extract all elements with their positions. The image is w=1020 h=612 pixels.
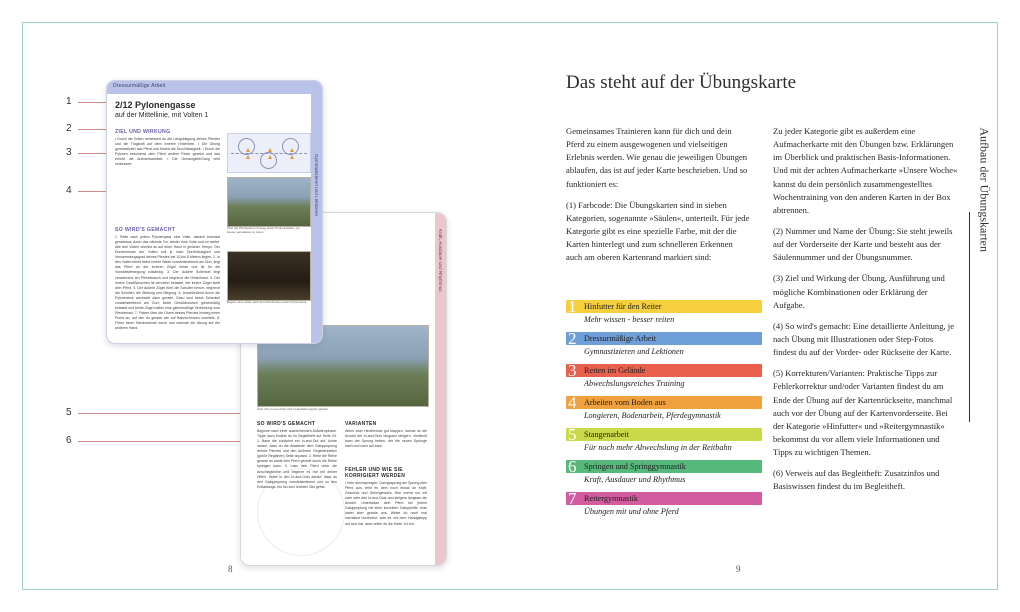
- cone-marker: [246, 148, 250, 152]
- paragraph-how-made: (4) So wird's gemacht: Eine detaillierte Anleitung, je nach Übung mit Illustrationen oder Step-Fotos findest du auf der Vorder- oder Rückseite der Karte.: [773, 320, 955, 358]
- legend-name-6: Springen und Springgymnastik: [584, 461, 686, 471]
- legend-name-3: Reiten im Gelände: [584, 365, 646, 375]
- paragraph-farbcode: (1) Farbcode: Die Übungskarten sind in sieben Kategorien, sogenannte »Säulen«, unterteilt. Für jede Kategorie gibt es eine spezielle Farbe, mit der die Karten hinterlegt und zum schnelleren Erkennen auch am oberen Kartenrand markiert sind:: [566, 199, 750, 263]
- callout-number-3: 3: [66, 147, 72, 158]
- legend-name-1: Hinfutter für den Reiter: [584, 301, 662, 311]
- legend-row-4: [566, 393, 762, 426]
- legend-name-2: Dressurmäßige Arbeit: [584, 333, 657, 343]
- card-front-photo-caption-2: Beginn einer Volte nach dem Durchreiten eines Pylonentors.: [227, 300, 308, 304]
- exercise-diagram: [227, 133, 311, 173]
- legend-row-7: [566, 489, 762, 522]
- paragraph-number-name: (2) Nummer und Name der Übung: Sie steht jeweils auf der Vorderseite der Karte und besteht aus der Säulennummer und der Übungsnummer.: [773, 225, 953, 263]
- legend-number-2: 2: [568, 329, 577, 348]
- card-back-category-label: Kraft, Ausdauer und Rhythmus: [438, 229, 443, 292]
- exercise-card-front[interactable]: [106, 80, 323, 344]
- legend-number-1: 1: [568, 297, 577, 316]
- card-front-heading-how: SO WIRD'S GEMACHT: [115, 227, 176, 233]
- folio-left: 8: [228, 564, 233, 574]
- cone-marker: [246, 155, 250, 159]
- legend-desc-2: Gymnastizieren und Lektionen: [584, 347, 684, 356]
- card-front-category-bar: [107, 81, 322, 94]
- card-front-side-tab-label: Gymnastizieren und Lektionen: [314, 154, 319, 217]
- category-legend: [566, 297, 762, 524]
- card-front-photo-2: [227, 251, 311, 301]
- legend-number-3: 3: [568, 361, 577, 380]
- legend-name-4: Arbeiten vom Boden aus: [584, 397, 666, 407]
- side-rule: [969, 212, 970, 422]
- legend-row-3: [566, 361, 762, 394]
- page-title: Das steht auf der Übungskarte: [566, 72, 797, 93]
- legend-row-2: [566, 329, 762, 362]
- card-back-variants-text: Wenn zwei Hindernisse gut klappen, kannst du die Anzahl der In-and-Outs langsam steigern. Vielleicht kann der Sprung heben, der die neuen Sprünge nach und nach auf baut.: [345, 429, 427, 449]
- callout-number-4: 4: [66, 185, 72, 196]
- paragraph-goal-effect: (3) Ziel und Wirkung der Übung, Ausführung und mögliche Kombinationen oder Erklärung der Aufgabe.: [773, 273, 945, 310]
- callout-number-5: 5: [66, 407, 72, 418]
- body-column-right: [773, 125, 958, 502]
- folio-right: 9: [736, 564, 741, 574]
- card-front-photo-caption-1: Über die Pferdeohren hinweg einen Punkt anfixiert, um besser geradeaus zu reiten.: [227, 226, 300, 234]
- paragraph-intro: Gemeinsames Trainieren kann für dich und dein Pferd zu einem ausgewogenen und vielseitigen Erlebnis werden. Wie genau die jeweiligen Übungen ablaufen, das ist auf jeder Karte beschrieben. Und so funktioniert es:: [566, 126, 748, 189]
- callout-number-2: 2: [66, 123, 72, 134]
- card-back-category-tab: [435, 213, 446, 565]
- legend-number-6: 6: [568, 457, 577, 476]
- legend-number-4: 4: [568, 393, 577, 412]
- legend-name-7: Reitergymnastik: [584, 493, 638, 503]
- card-front-heading-goal: ZIEL UND WIRKUNG: [115, 129, 171, 135]
- body-column-left: [566, 125, 751, 272]
- legend-desc-3: Abwechslungsreiches Training: [584, 379, 685, 388]
- card-front-side-tab: [311, 94, 322, 343]
- callout-leader-6: [78, 441, 250, 442]
- right-page: [530, 22, 998, 590]
- legend-desc-7: Übungen mit und ohne Pferd: [584, 507, 679, 516]
- section-side-title: Aufbau der Übungskarten: [978, 127, 992, 252]
- paragraph-booklet-reference: (6) Verweis auf das Begleitheft: Zusatzinfos und Basiswissen findest du im Begleitheft.: [773, 468, 940, 492]
- cone-marker: [290, 155, 294, 159]
- cone-marker: [268, 155, 272, 159]
- callout-leader-5: [78, 413, 250, 414]
- legend-row-5: [566, 425, 762, 458]
- legend-row-6: [566, 457, 762, 490]
- volte-loop: [238, 138, 255, 155]
- paragraph-categories: Zu jeder Kategorie gibt es außerdem eine Aufmacherkarte mit den Übungen bzw. Erklärungen im Überblick und praktischen Basis-Informationen. Und mit der achten Aufmacherkarte »Unsere Woche« kannst du dein persönlich zusammengestelltes Wochentraining von den anderen Karten in der Box abtrennen.: [773, 126, 958, 215]
- left-page: [22, 22, 488, 590]
- card-front-photo-1: [227, 177, 311, 227]
- card-front-how-text: 1. Reite nach jedem Pylonenpaar eine Volte, danach bewusst geradeaus durch das nächste Tor, wieder eine Volte und so weiter. Alle drei Volten orientst du auf einer Hand in gleichen Tempo. Der Durchmesser der Volten soll je nach Durchlässigkeit und Versammlungsgrad deines Pferdes bei 10 bis 8 Metern liegen. 2. In den Volten bleibt deine innere Wade vorwärtstreibend am Gurt, liegt das Pferd an der inneren Zügel heran und ist für die Vorwärtsbewegung zuständig. 3. Der äußere Schenkel liegt verwahrend am Pferdebauch und begrenzt die Hinterhand. 4. Der innere Gesäßknochen ist vermehrt belastet, der innere Zügel stellt dein Pferd. 5. Der äußere Zügel führt die Schulter herum, begrenzt die Schulter, die Stellung und Biegung. 6. Anschließend durch die Pylonentore wechsele dann gerade. Dazu sind beide Schenkel vorwärtstreibend am Gurt, beide Gesäßknochen gleichmäßig belastet und beide Zügel halten eine gleichmäßige Verbindung zum Pferdemaul. 7. Fixiere über die Ohren deines Pferdes hinweg einen Punkt an, auf den du gerade wie auf Bahnschnuren zureitest. 8. Führe einen Handwechsel durch und wechsle die Übung auf der anderen Hand.: [115, 235, 220, 331]
- card-back-heading-fix: FEHLER UND WIE SIE KORRIGIERT WERDEN: [345, 467, 406, 479]
- card-back-fix-text: • Kein durchspringen: Galoppsprung am Sprung dein Pferd aus, fehlt es dem noch etwas an Kraft, Geschick und Gleichgewicht. Übe zuerst nur mit zwei oder drei In-and-Outs und steigere langsam die Anzahl. Unterstütze dein Pferd bei jedem Galoppsprung mit einer korrekten Galopphilfe, rede dabei aber gerade aus. Weise du noch mal nachlässt durchreist, was es mit dem Handgalopp auf sich hat, dann reiten du die Karte 1/4 ein.: [345, 481, 427, 526]
- cone-marker: [268, 148, 272, 152]
- callout-number-1: 1: [66, 96, 72, 107]
- volte-loop: [282, 138, 299, 155]
- card-back-heading-variants: VARIANTEN: [345, 421, 377, 427]
- legend-row-1: [566, 297, 762, 330]
- legend-name-5: Stangenarbeit: [584, 429, 630, 439]
- card-front-goal-text: • Durch die Volten verbessert du die Längsbiegung deines Pferdes und die Tragkraft auf dem inneren Hinterbein. • Die Übung gymnastiziert das Pferd und fördert die Durchlässigkeit. • Durch die Pylonen bekommst dein Pferd andere Reize gesetzt und das erhöht die Aufmerksamkeit. • Die Genauigkeit/Gang wird verbessert.: [115, 137, 220, 167]
- card-back-heading-how: SO WIRD'S GEMACHT: [257, 421, 316, 427]
- legend-number-5: 5: [568, 425, 577, 444]
- card-front-category-label: Dressurmäßige Arbeit: [113, 83, 166, 89]
- paragraph-corrections: (5) Korrekturen/Varianten: Praktische Tipps zur Fehlerkorrektur und/oder Varianten findest du am Ende der Übung auf der Kartenrückseite, manchmal auch vor der Übung auf der Kartenvorderseite. Bei der Kategorie »Hinfutter« und »Reitergymnastik« bekommst du vor allem viele Informationen und Tipps zu wichtigen Themen.: [773, 368, 953, 458]
- card-back-photo-caption: Über den In-und-Outs wird im Entlastungssitz geritten.: [257, 407, 330, 411]
- legend-desc-5: Für noch mehr Abwechslung in der Reitbahn: [584, 443, 732, 452]
- card-front-exercise-subtitle: auf der Mittellinie, mit Volten 1: [115, 112, 209, 119]
- legend-desc-6: Kraft, Ausdauer und Rhythmus: [584, 475, 686, 484]
- card-front-exercise-number: 2/12 Pylonengasse: [115, 100, 196, 110]
- legend-desc-1: Mehr wissen - besser reiten: [584, 315, 675, 324]
- legend-number-7: 7: [568, 489, 577, 508]
- legend-desc-4: Longieren, Bodenarbeit, Pferdegymnastik: [584, 411, 721, 420]
- card-back-how-text: Beginne nach einer ausreichenden Aufwärmphase. Tippe dazu findest du im Begleitheft auf Seite 24. 1. Baue die zunächst ein In-and-Out auf. Achte darauf, dass du die Abstände dem Galoppsprung deines Pferdes und den äußeren Gegebenheiten (größe Reglänen) Seite anpasst. 2. Reite die Reihe gerade an damit dein Pferd gerade durch die Reihe springen kann. 3. Lass dein Pferd unter die Anschlagshöhe und beginne es nur mit deiner Hilfen. Setze in den In-and-Outs darauf, dass du den Galoppsprung vorwärtstreibend und so den Entlastungs- bis hin zum leichten Sitz gehst.: [257, 429, 337, 489]
- cone-marker: [290, 148, 294, 152]
- callout-number-6: 6: [66, 435, 72, 446]
